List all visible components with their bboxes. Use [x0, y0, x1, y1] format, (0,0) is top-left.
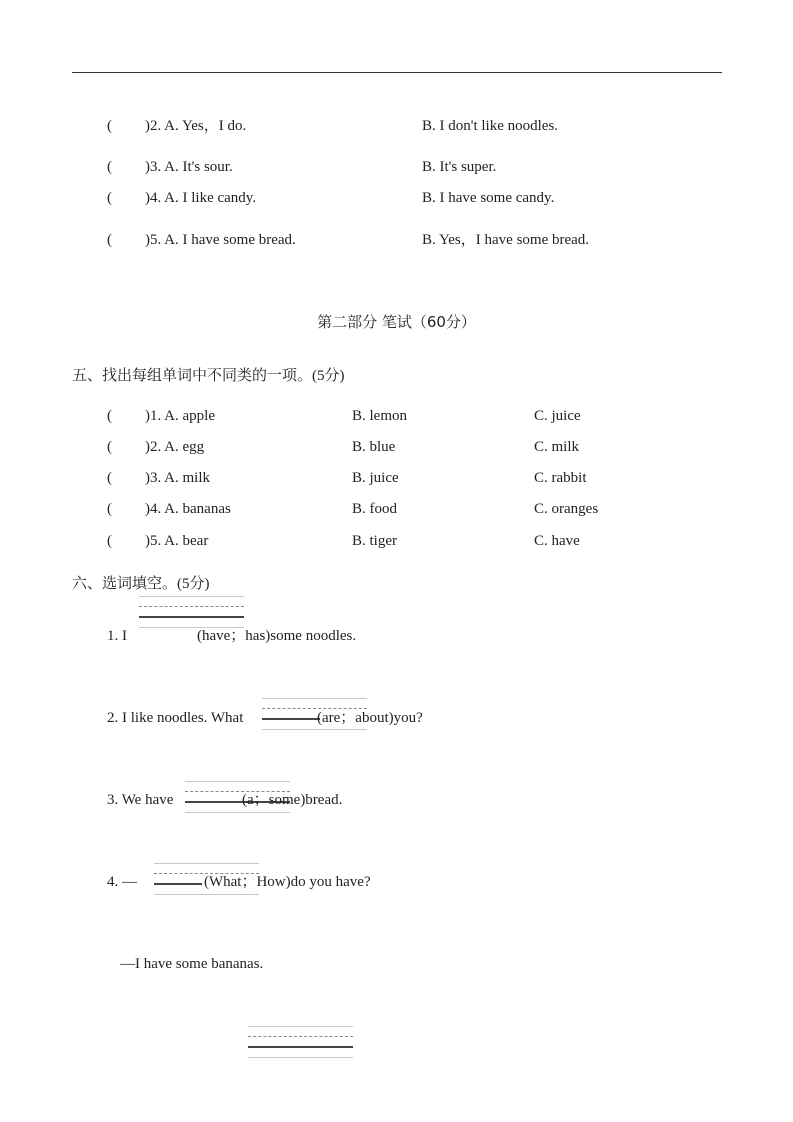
- section5-row-1: ( )1. A. apple: [107, 408, 215, 424]
- section5-row-5-b: B. tiger: [352, 533, 397, 549]
- listening-item-4-option-b: B. I have some candy.: [422, 190, 555, 206]
- listening-item-5: ( )5. A. I have some bread.: [107, 232, 296, 248]
- section5-row-4: ( )4. A. bananas: [107, 501, 231, 517]
- section5-row-2: ( )2. A. egg: [107, 439, 205, 455]
- section5-row-1-c: C. juice: [534, 408, 581, 424]
- section5-row-1-b: B. lemon: [352, 408, 407, 424]
- question-4-answer: —I have some bananas.: [120, 956, 264, 972]
- question-4-suffix: (What；How)do you have?: [204, 874, 371, 890]
- listening-item-3: ( )3. A. It's sour.: [107, 159, 233, 175]
- listening-item-5-option-b: B. Yes，I have some bread.: [422, 232, 590, 248]
- question-2-suffix: (are；about)you?: [317, 710, 423, 726]
- section5-row-4-b: B. food: [352, 501, 397, 517]
- part-two-title: 第二部分 笔试（60分）: [317, 313, 476, 331]
- section5-row-3: ( )3. A. milk: [107, 470, 211, 486]
- section5-row-5: ( )5. A. bear: [107, 533, 209, 549]
- question-2-prefix: 2. I like noodles. What: [107, 710, 244, 726]
- section5-row-5-c: C. have: [534, 533, 580, 549]
- question-1-prefix: 1. I: [107, 628, 127, 644]
- answer-writing-lines-1[interactable]: [139, 596, 244, 628]
- question-4-prefix: 4. —: [107, 874, 137, 890]
- header-rule: [72, 72, 722, 73]
- section5-row-4-c: C. oranges: [534, 501, 599, 517]
- section5-row-3-b: B. juice: [352, 470, 399, 486]
- section5-row-3-c: C. rabbit: [534, 470, 587, 486]
- listening-item-3-option-b: B. It's super.: [422, 159, 497, 175]
- listening-item-2: ( )2. A. Yes，I do.: [107, 118, 247, 134]
- listening-item-2-option-b: B. I don't like noodles.: [422, 118, 559, 134]
- section5-row-2-b: B. blue: [352, 439, 396, 455]
- section5-heading: 五、找出每组单词中不同类的一项。(5分): [72, 366, 345, 384]
- question-3-prefix: 3. We have: [107, 792, 174, 808]
- question-3-suffix: (a；some)bread.: [242, 792, 343, 808]
- answer-writing-lines-5[interactable]: [248, 1026, 353, 1058]
- section6-heading: 六、选词填空。(5分): [72, 574, 210, 592]
- section5-row-2-c: C. milk: [534, 439, 580, 455]
- listening-item-4: ( )4. A. I like candy.: [107, 190, 257, 206]
- question-1-suffix: (have；has)some noodles.: [197, 628, 357, 644]
